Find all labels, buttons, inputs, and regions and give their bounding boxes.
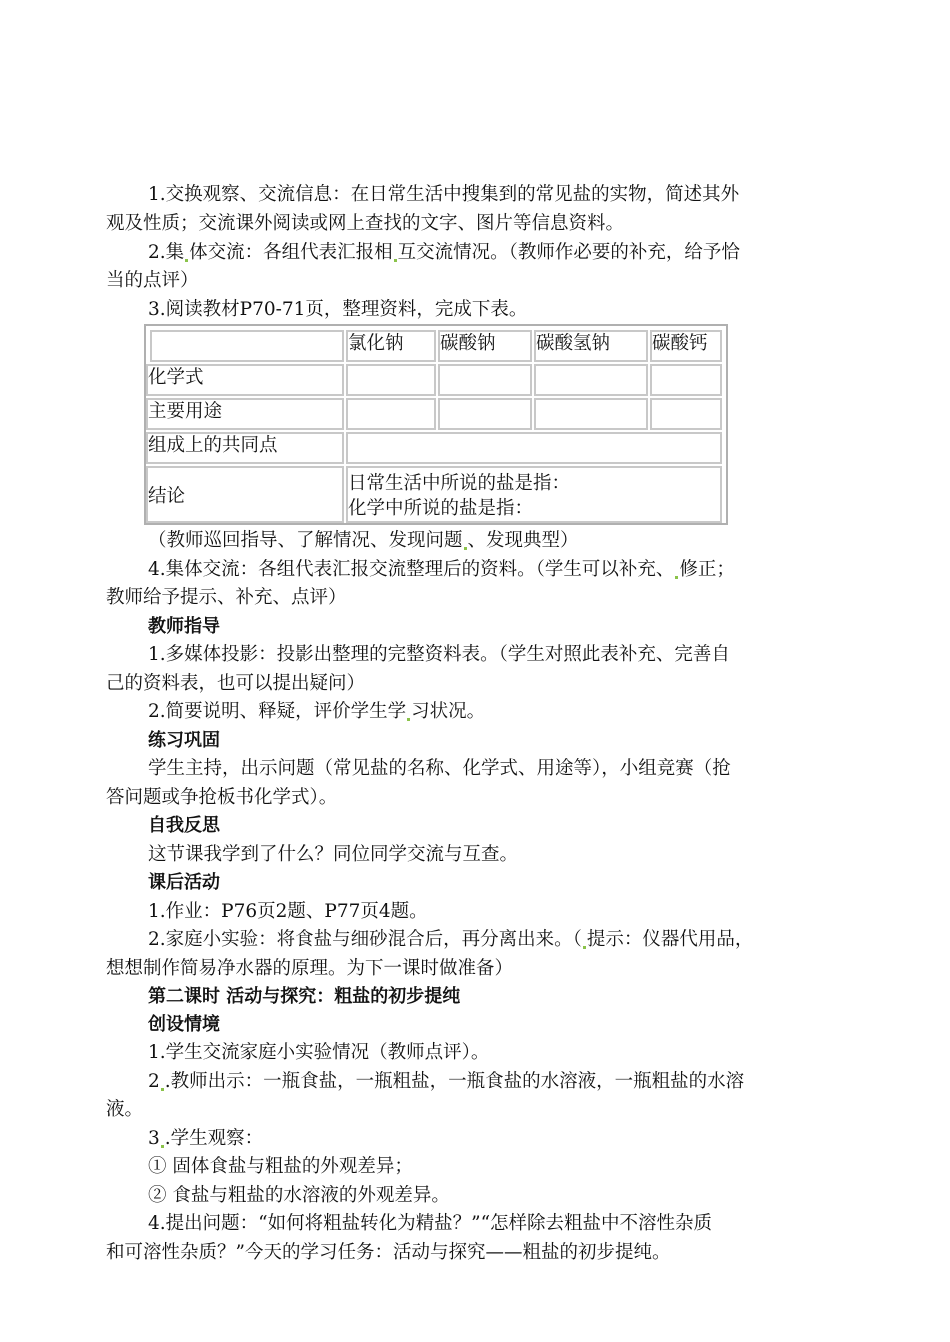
table-cell <box>650 398 722 430</box>
guide2-text-b: 习状况。 <box>411 701 486 722</box>
table-cell <box>438 364 532 396</box>
scene2-text-a: 2 <box>148 1071 160 1092</box>
table-header-na2co3: 碳酸钠 <box>438 330 532 362</box>
guide1-line1: 1.多媒体投影：投影出整理的完整资料表。（学生对照此表补充、完善自 <box>148 644 730 665</box>
para1-line2: 观及性质；交流课外阅读或网上查找的文字、图片等信息资料。 <box>106 213 625 234</box>
para4-line2: 教师给予提示、补充、点评） <box>106 587 347 608</box>
conclusion-line2: 化学中所说的盐是指： <box>348 498 534 519</box>
mark-dot <box>394 259 397 262</box>
mark-dot <box>464 547 467 550</box>
heading-practice: 练习巩固 <box>148 730 220 751</box>
table-cell <box>534 364 648 396</box>
para2-text-a: 2.集 <box>148 242 185 263</box>
guide2 <box>148 700 485 724</box>
mark-dot <box>675 576 678 579</box>
table-cell <box>438 398 532 430</box>
scene3-text-b: .学生观察： <box>164 1128 264 1149</box>
teacher-note-b: 、发现典型） <box>467 530 579 551</box>
heading-after-class: 课后活动 <box>148 872 220 893</box>
after2-text-b: 提示：仪器代用品， <box>586 929 754 950</box>
table-row-common-label: 组成上的共同点 <box>146 432 344 464</box>
after1: 1.作业：P76页2题、P77页4题。 <box>148 901 428 922</box>
mark-dot <box>161 1088 164 1091</box>
table-row-conclusion-label: 结论 <box>146 466 344 523</box>
conclusion-line1: 日常生活中所说的盐是指： <box>348 473 571 494</box>
para2-line2: 当的点评） <box>106 270 199 291</box>
para4-text-a: 4.集体交流：各组代表汇报交流整理后的资料。（学生可以补充、 <box>148 559 675 580</box>
table-cell <box>346 364 436 396</box>
para2-text-b: 体交流：各组代表汇报相 <box>189 242 393 263</box>
mark-dot <box>407 718 410 721</box>
heading-reflect: 自我反思 <box>148 815 220 836</box>
observation-2: ② 食盐与粗盐的水溶液的外观差异。 <box>148 1185 450 1206</box>
table-cell <box>534 398 648 430</box>
mark-dot <box>583 946 586 949</box>
teacher-note-a: （教师巡回指导、了解情况、发现问题 <box>148 530 463 551</box>
para2-line1 <box>148 241 740 265</box>
scene3-text-a: 3 <box>148 1128 160 1149</box>
observation-1: ① 固体食盐与粗盐的外观差异； <box>148 1156 413 1177</box>
practice-line1: 学生主持，出示问题（常见盐的名称、化学式、用途等），小组竞赛（抢 <box>148 758 731 779</box>
table-cell <box>650 364 722 396</box>
scene2-text-b: .教师出示：一瓶食盐，一瓶粗盐，一瓶食盐的水溶液，一瓶粗盐的水溶 <box>164 1071 745 1092</box>
table-header-blank <box>150 330 344 362</box>
table-row-formula-label: 化学式 <box>146 364 344 396</box>
scene3 <box>148 1127 263 1151</box>
teacher-note <box>148 529 579 553</box>
heading-teacher-guide: 教师指导 <box>148 616 220 637</box>
guide1-line2: 己的资料表，也可以提出疑问） <box>106 673 366 694</box>
mark-dot <box>185 259 188 262</box>
heading-scene: 创设情境 <box>148 1014 220 1035</box>
para3: 3.阅读教材P70-71页，整理资料，完成下表。 <box>148 299 528 320</box>
table-row-use-label: 主要用途 <box>146 398 344 430</box>
salt-table <box>144 324 728 525</box>
table-header-caco3: 碳酸钙 <box>650 330 722 362</box>
table-conclusion-cell <box>346 466 722 523</box>
reflect-text: 这节课我学到了什么？同位同学交流与互查。 <box>148 844 519 865</box>
table-cell <box>346 398 436 430</box>
para4-text-b: 修正； <box>679 559 735 580</box>
table-header-nacl: 氯化钠 <box>346 330 436 362</box>
practice-line2: 答问题或争抢板书化学式）。 <box>106 787 338 808</box>
scene1: 1.学生交流家庭小实验情况（教师点评）。 <box>148 1042 490 1063</box>
scene4-line1: 4.提出问题：“如何将粗盐转化为精盐？”“怎样除去粗盐中不溶性杂质 <box>148 1213 713 1234</box>
para2-text-c: 互交流情况。（教师作必要的补充，给予恰 <box>397 242 740 263</box>
scene2-line1 <box>148 1070 744 1094</box>
after2-line2: 想想制作简易净水器的原理。为下一课时做准备） <box>106 958 514 979</box>
guide2-text-a: 2.简要说明、释疑，评价学生学 <box>148 701 407 722</box>
after2-line1 <box>148 928 753 952</box>
scene4-line2: 和可溶性杂质？”今天的学习任务：活动与探究——粗盐的初步提纯。 <box>106 1242 671 1263</box>
table-header-nahco3: 碳酸氢钠 <box>534 330 648 362</box>
mark-dot <box>161 1145 164 1148</box>
table-cell <box>346 432 722 464</box>
para1-line1: 1.交换观察、交流信息：在日常生活中搜集到的常见盐的实物，简述其外 <box>148 184 740 205</box>
heading-lesson2: 第二课时 活动与探究：粗盐的初步提纯 <box>148 986 461 1007</box>
scene2-line2: 液。 <box>106 1099 144 1120</box>
after2-text-a: 2.家庭小实验：将食盐与细砂混合后，再分离出来。（ <box>148 929 582 950</box>
para4-line1 <box>148 558 735 582</box>
